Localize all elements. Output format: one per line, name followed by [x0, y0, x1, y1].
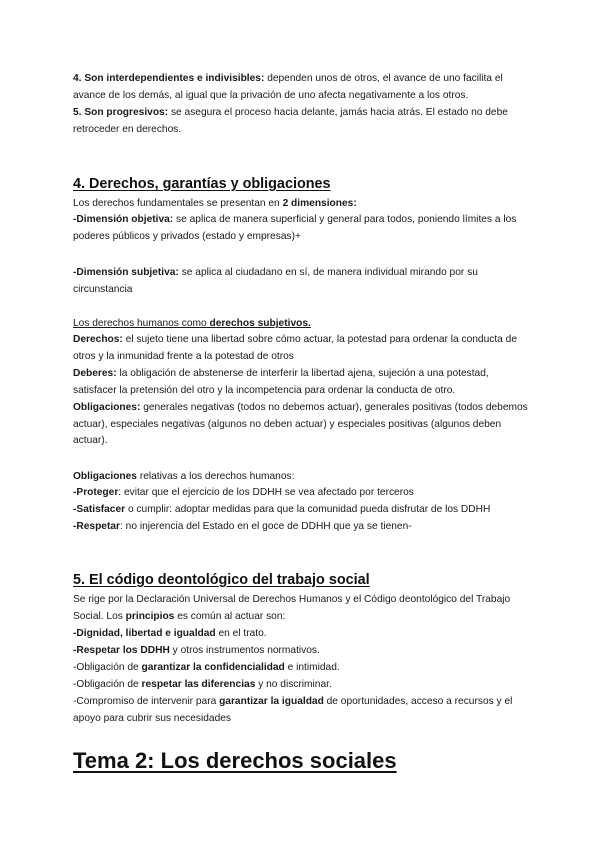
deberes-definition [73, 366, 533, 399]
section-5-heading: 5. El código deontológico del trabajo social [73, 572, 370, 588]
principle-3 [73, 660, 533, 677]
principle-5-a: -Compromiso de intervenir para [73, 696, 220, 707]
section-5-lead [73, 592, 533, 625]
proteger-text: : evitar que el ejercicio de los DDHH se vea afectado por terceros [118, 487, 414, 498]
point-4-label: 4. Son interdependientes e indivisibles: [73, 73, 265, 84]
dimension-subjective-text: se aplica al ciudadano en sí, de manera individual mirando por su circunstancia [73, 267, 478, 295]
section-4-heading: 4. Derechos, garantías y obligaciones [73, 176, 331, 192]
obligaciones-definition [73, 400, 533, 450]
section-5-lead-bold: principios [125, 610, 175, 622]
principle-3-bold: garantizar la confidencialidad [141, 662, 285, 673]
respetar-text: : no injerencia del Estado en el goce de DDHH que ya se tienen- [120, 521, 412, 532]
obligation-satisfacer [73, 502, 533, 519]
principle-1-text: en el trato. [215, 628, 267, 639]
subjective-rights-lead: Los derechos humanos como [73, 318, 210, 329]
principle-4-b: y no discriminar. [255, 679, 332, 690]
point-5-text: se asegura el proceso hacia delante, jamás hacia atrás. El estado no debe retroceder en derechos. [73, 107, 508, 135]
principle-1-bold: -Dignidad, libertad e igualdad [73, 628, 216, 639]
principle-3-b: e intimidad. [284, 662, 340, 673]
paragraph-point-5 [73, 105, 533, 138]
dimension-objective-text: se aplica de manera superficial y general para todos, poniendo límites a los poderes públicos y privados (estado y empresas)+ [73, 214, 517, 242]
dimension-objective-label: -Dimensión objetiva: [73, 214, 174, 225]
satisfacer-text: o cumplir: adoptar medidas para que la comunidad pueda disfrutar de los DDHH [125, 504, 491, 515]
derechos-text: el sujeto tiene una libertad sobre cómo actuar, la potestad para ordenar la conducta de otros y la inmunidad frente a la potestad de otros [73, 334, 518, 362]
dimension-subjective-label: -Dimensión subjetiva: [73, 267, 179, 278]
section-5-lead-text: Se rige por la Declaración Universal de Derechos Humanos y el Código deontológico del Trabajo Social. Los [73, 594, 511, 622]
lead-text: Los derechos fundamentales se presentan en [73, 198, 283, 209]
obligations-text: relativas a los derechos humanos: [136, 471, 295, 482]
satisfacer-label: -Satisfacer [73, 504, 126, 515]
principle-4-bold: respetar las diferencias [141, 679, 256, 690]
principle-2-text: y otros instrumentos normativos. [169, 645, 320, 656]
principle-4 [73, 677, 533, 694]
paragraph-point-4 [73, 71, 533, 104]
tema-2-heading: Tema 2: Los derechos sociales [73, 748, 397, 773]
dimension-objective [73, 212, 533, 245]
proteger-label: -Proteger [73, 487, 119, 498]
principle-5-bold: garantizar la igualdad [219, 696, 324, 707]
derechos-label: Derechos: [73, 334, 123, 345]
obligation-respetar [73, 519, 533, 536]
principle-2 [73, 643, 533, 660]
respetar-label: -Respetar [73, 521, 120, 532]
point-5-label: 5. Son progresivos: [73, 107, 169, 118]
derechos-definition [73, 332, 533, 365]
obligation-proteger [73, 485, 533, 502]
principle-4-a: -Obligación de [73, 679, 142, 690]
principle-2-bold: -Respetar los DDHH [73, 645, 170, 656]
section-4-lead [73, 196, 533, 213]
principle-1 [73, 626, 533, 643]
subjective-rights-heading [73, 316, 533, 333]
dimension-subjective [73, 265, 533, 298]
deberes-label: Deberes: [73, 368, 117, 379]
principle-5 [73, 694, 533, 727]
obligaciones-text: generales negativas (todos no debemos actuar), generales positivas (todos debemos actuar), especiales negativas (algunos no deben actuar) y especiales positivas (algunos deben actuar). [73, 402, 528, 447]
principle-5-b: de oportunidades, acceso a recursos y el apoyo para cubrir sus necesidades [73, 696, 513, 724]
point-4-text: dependen unos de otros, el avance de uno facilita el avance de los demás, al igual que la privación de uno afecta negativamente a los otros. [73, 73, 503, 101]
obligaciones-label: Obligaciones: [73, 402, 141, 413]
obligations-bold: Obligaciones [73, 471, 137, 482]
principle-3-a: -Obligación de [73, 662, 142, 673]
lead-bold: 2 dimensiones: [282, 198, 357, 209]
obligations-heading [73, 469, 533, 486]
subjective-rights-bold: derechos subjetivos. [209, 318, 311, 329]
deberes-text: la obligación de abstenerse de interferir la libertad ajena, sujeción a una potestad, satisfacer la pretensión del otro y la incompetencia para ordenar la conducta de otro. [73, 368, 489, 396]
section-5-lead-end: es común al actuar son: [174, 610, 286, 622]
